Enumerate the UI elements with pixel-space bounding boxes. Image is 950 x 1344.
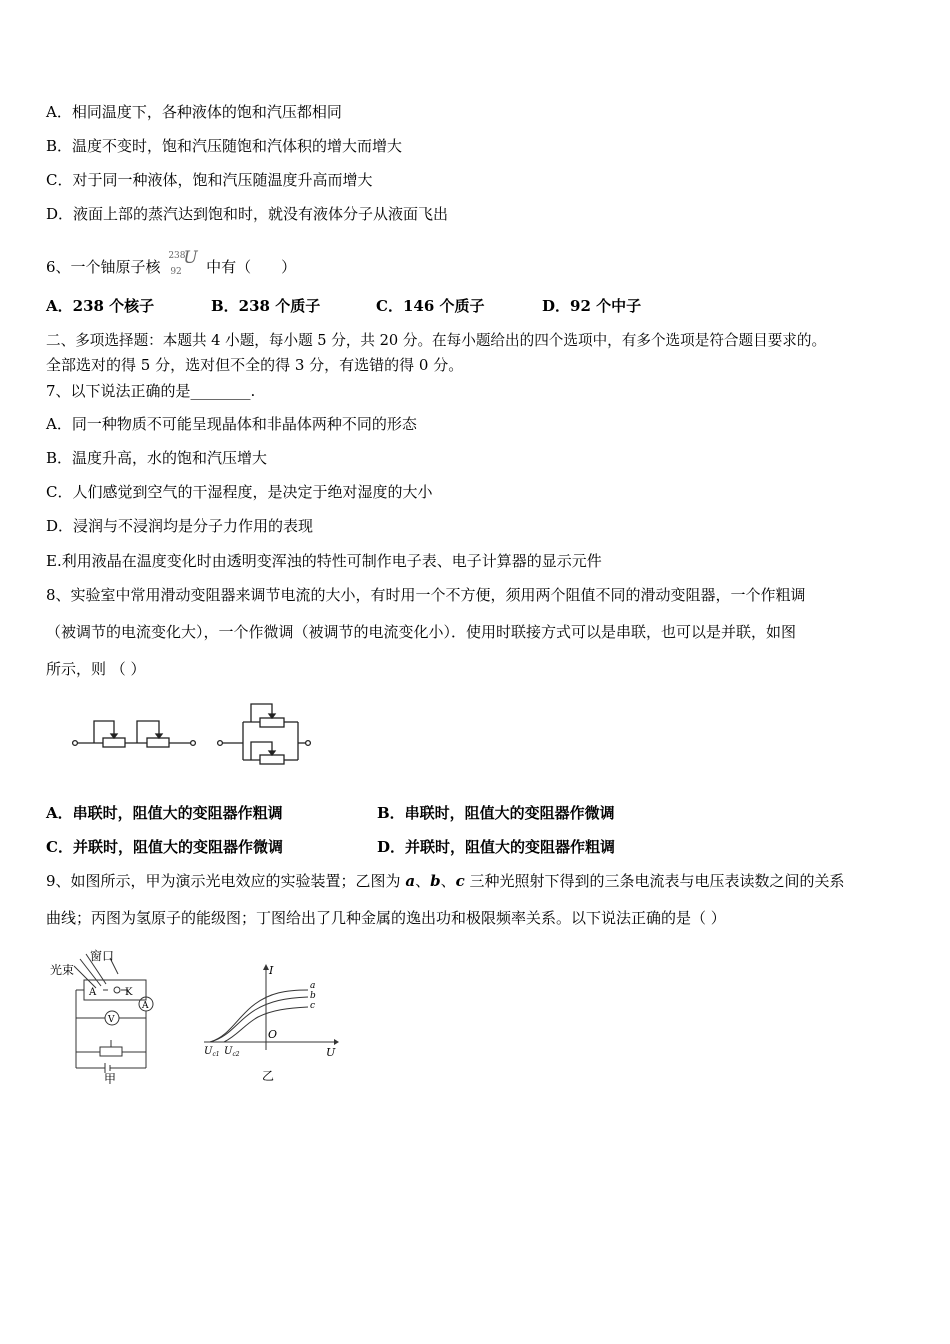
mass-number: 238 <box>168 251 186 261</box>
q6-stem-after: 中有（ ） <box>206 258 297 276</box>
q9-stem-line2: 曲线；丙图为氢原子的能级图；丁图给出了几种金属的逸出功和极限频率关系。以下说法正确的是（ ） <box>46 909 726 927</box>
beam-label: 光束 <box>50 963 75 977</box>
q6-stem-before: 6、一个铀原子核 <box>46 258 161 276</box>
uc2-label: $U_{c2}$ <box>224 1046 240 1058</box>
curve-b <box>210 997 308 1042</box>
q8-option-b: B．串联时，阻值大的变阻器作微调 <box>377 804 615 822</box>
iv-curves-figure <box>200 960 346 1084</box>
origin-label: O <box>268 1028 278 1041</box>
anode-label: A <box>89 987 97 998</box>
q7-option-d: D．浸润与不浸润均是分子力作用的表现 <box>46 517 314 535</box>
q9-sep2: 、 <box>440 872 456 890</box>
q9-stem-before: 9、如图所示，甲为演示光电效应的实验装置；乙图为 <box>46 872 406 890</box>
q9-sep1: 、 <box>415 872 431 890</box>
q5-option-b: B．温度不变时，饱和汽压随饱和汽体积的增大而增大 <box>46 137 403 155</box>
q7-option-c: C．人们感觉到空气的干湿程度，是决定于绝对湿度的大小 <box>46 483 433 501</box>
q6-option-d: D．92 个中子 <box>542 297 642 315</box>
rheostat <box>100 1047 122 1056</box>
uc1-label: $U_{c1}$ <box>204 1046 220 1058</box>
q5-option-a: A．相同温度下，各种液体的饱和汽压都相同 <box>46 103 342 121</box>
q9-letter-c: c <box>455 872 465 890</box>
voltmeter-label: V <box>108 1015 115 1025</box>
q9-letter-b: b <box>430 872 441 890</box>
q8-option-d: D．并联时，阻值大的变阻器作粗调 <box>377 838 616 856</box>
electrode-dot <box>114 987 120 993</box>
window-label: 窗口 <box>90 949 115 963</box>
q9-stem-line1 <box>46 871 845 891</box>
figure-yi-caption: 乙 <box>262 1069 275 1083</box>
q8-stem-line3: 所示，则 （ ） <box>46 660 146 678</box>
curve-a-label: a <box>310 981 316 991</box>
atomic-number: 92 <box>170 267 182 277</box>
cathode-label: K <box>125 987 133 998</box>
ammeter-label: A <box>142 1001 149 1011</box>
q7-option-a: A．同一种物质不可能呈现晶体和非晶体两种不同的形态 <box>46 415 417 433</box>
i-axis-label: I <box>269 964 274 977</box>
figure-jia-caption: 甲 <box>104 1072 117 1084</box>
section2-line1: 二、多项选择题：本题共 4 小题，每小题 5 分，共 20 分。在每小题给出的四个选项中，有多个选项是符合题目要求的。 <box>46 332 827 349</box>
u-axis-label: U <box>326 1046 336 1059</box>
q8-stem-line2: （被调节的电流变化大），一个作微调（被调节的电流变化小）．使用时联接方式可以是串联，也可以是并联，如图 <box>46 623 797 641</box>
q9-letter-a: a <box>405 872 416 890</box>
q6-stem <box>46 250 296 280</box>
photoelectric-apparatus-figure <box>48 944 170 1084</box>
q9-stem-after: 三种光照射下得到的三条电流表与电压表读数之间的关系 <box>464 872 845 890</box>
parallel-circuit <box>218 704 311 764</box>
q6-option-a: A．238 个核子 <box>46 297 155 315</box>
q5-option-c: C．对于同一种液体，饱和汽压随温度升高而增大 <box>46 171 373 189</box>
element-symbol: U <box>183 248 198 268</box>
q8-option-a: A．串联时，阻值大的变阻器作粗调 <box>46 804 283 822</box>
q8-stem-line1: 8、实验室中常用滑动变阻器来调节电流的大小，有时用一个不方便，须用两个阻值不同的滑动变阻器，一个作粗调 <box>46 586 806 604</box>
q7-option-b: B．温度升高，水的饱和汽压增大 <box>46 449 268 467</box>
q8-option-c: C．并联时，阻值大的变阻器作微调 <box>46 838 283 856</box>
q6-option-b: B．238 个质子 <box>211 297 321 315</box>
rheostat-circuits-figure <box>66 698 326 770</box>
q7-stem: 7、以下说法正确的是________. <box>46 382 256 400</box>
series-circuit <box>73 721 196 747</box>
curve-b-label: b <box>310 991 316 1001</box>
section2-line2: 全部选对的得 5 分，选对但不全的得 3 分，有选错的得 0 分。 <box>46 356 464 374</box>
uranium-nuclide <box>165 250 201 280</box>
q5-option-d: D．液面上部的蒸汽达到饱和时，就没有液体分子从液面飞出 <box>46 205 449 223</box>
q7-option-e: E.利用液晶在温度变化时由透明变浑浊的特性可制作电子表、电子计算器的显示元件 <box>46 552 602 570</box>
q6-option-c: C．146 个质子 <box>376 297 485 315</box>
curve-c-label: c <box>310 1001 316 1011</box>
